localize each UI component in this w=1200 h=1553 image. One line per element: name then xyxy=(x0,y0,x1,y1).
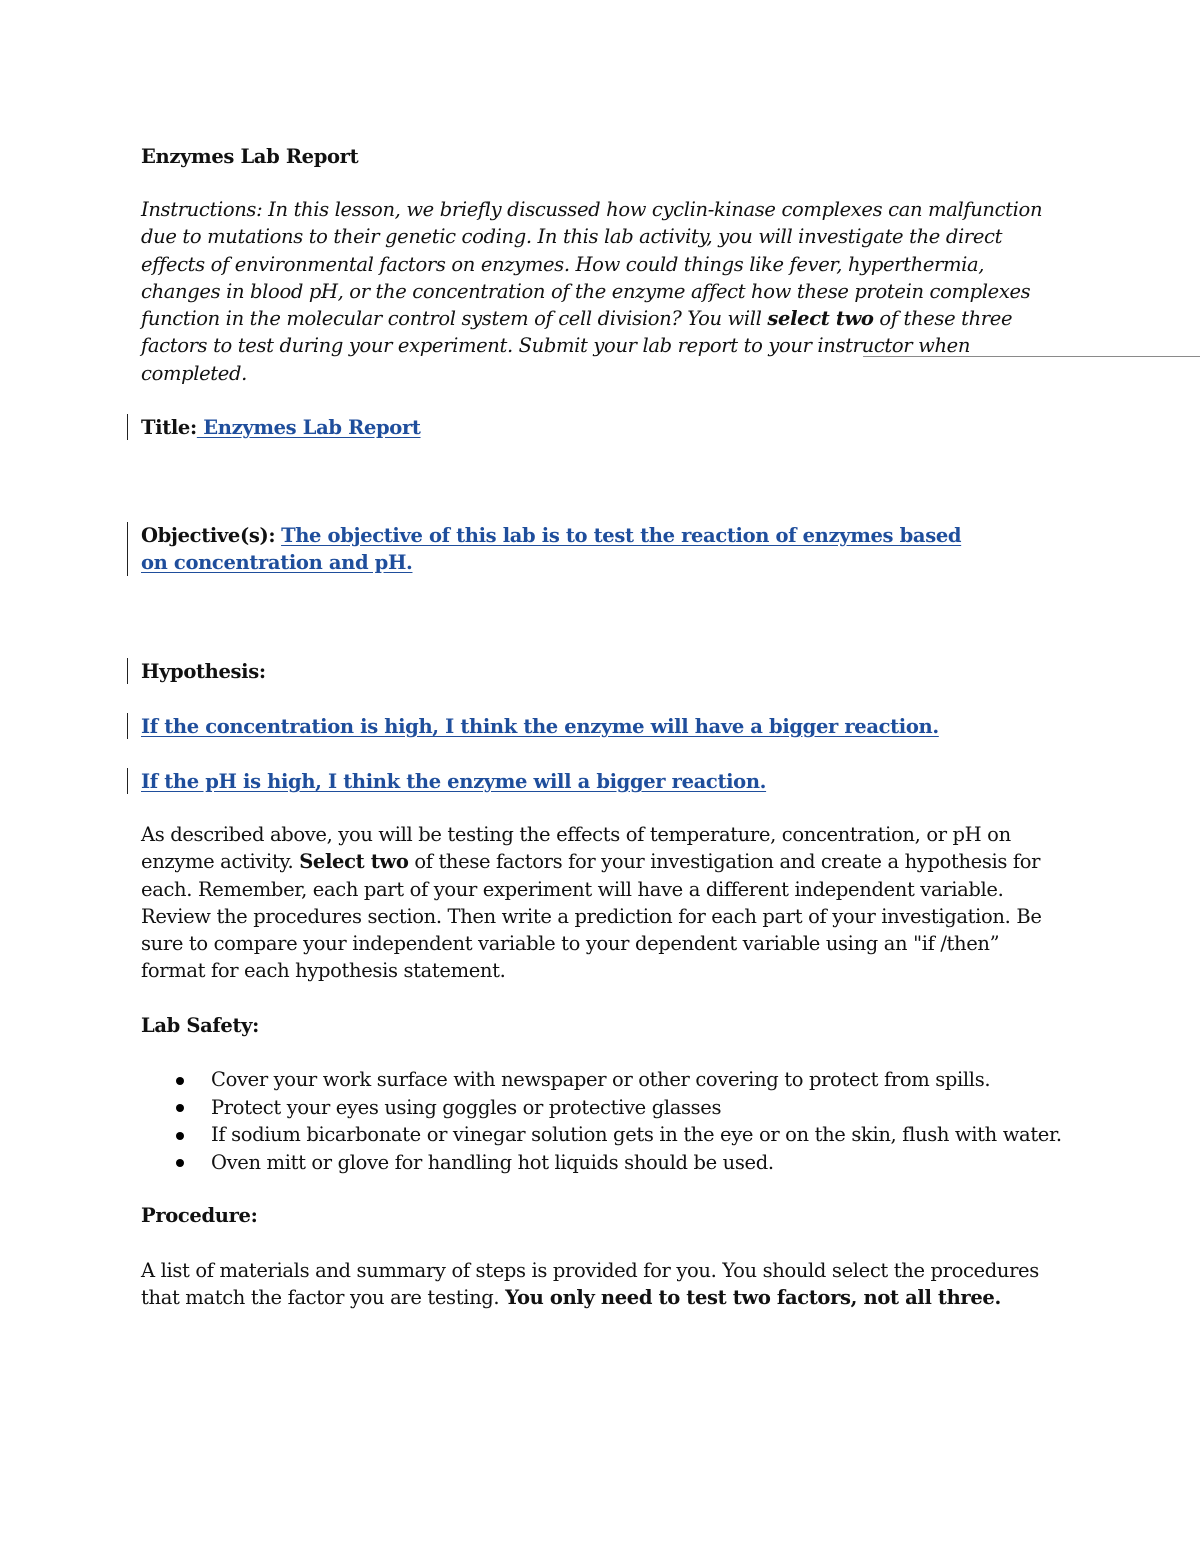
objective-field xyxy=(141,522,971,577)
list-item xyxy=(141,1149,1101,1177)
list-item-text: If sodium bicarbonate or vinegar solution gets in the eye or on the skin, flush with water. xyxy=(211,1123,1062,1146)
list-item xyxy=(141,1066,1101,1094)
instructions-text-1: In this lesson, we briefly discussed how cyclin-kinase complexes can malfunction due to mutations to their genetic coding. In this lab activity, you will investigate the direct effects of environmental factors on enzymes. How could things like fever, hyperthermia, changes in blood pH, or the concentration of the enzyme affect how these protein complexes function in the molecular control system of cell division? You will xyxy=(141,198,1043,331)
hypothesis-instructions xyxy=(141,821,1061,985)
hypothesis-instructions-text-1: As described above, you will be testing the effects of temperature, concentration, or pH on enzyme activity. xyxy=(141,823,1011,874)
procedure-text: A list of materials and summary of steps is provided for you. You should select the procedures that match the factor you are testing. xyxy=(141,1259,1039,1310)
hypothesis-answer-1 xyxy=(141,713,1061,740)
lab-safety-list xyxy=(141,1066,1101,1176)
hypothesis-answer-text[interactable]: If the concentration is high, I think the enzyme will have a bigger reaction. xyxy=(141,715,939,738)
change-bar xyxy=(127,713,128,739)
hypothesis-instructions-emphasis: Select two xyxy=(299,850,409,874)
list-item-text: Oven mitt or glove for handling hot liquids should be used. xyxy=(211,1150,774,1174)
instructions-emphasis: select two xyxy=(767,307,874,331)
change-bar xyxy=(127,658,128,684)
list-item-text: Protect your eyes using goggles or protective glasses xyxy=(211,1095,722,1119)
hypothesis-instructions-text-2: of these factors for your investigation and create a hypothesis for each. Remember, each part of your experiment will have a different independent variable. Review the procedures section. Then write a prediction for each part of your investigation. Be sure to compare your independent variable to your dependent variable using an "if /then” format for each hypothesis statement. xyxy=(141,850,1042,983)
hypothesis-label: Hypothesis: xyxy=(141,660,266,683)
lab-safety-label: Lab Safety: xyxy=(141,1014,259,1037)
instructions-paragraph xyxy=(141,196,1061,387)
list-item xyxy=(141,1121,1101,1149)
bullet-icon xyxy=(176,1132,184,1140)
change-bar xyxy=(127,768,128,794)
objective-answer[interactable]: The objective of this lab is to test the reaction of enzymes based on concentration and pH. xyxy=(141,524,962,575)
procedure-label: Procedure: xyxy=(141,1204,258,1227)
hypothesis-answer-text[interactable]: If the pH is high, I think the enzyme will a bigger reaction. xyxy=(141,770,767,793)
procedure-paragraph xyxy=(141,1257,1061,1312)
change-bar xyxy=(127,414,128,440)
bullet-icon xyxy=(176,1159,184,1167)
document-heading: Enzymes Lab Report xyxy=(141,145,359,168)
title-label: Title: xyxy=(141,416,197,439)
list-item-text: Cover your work surface with newspaper or other covering to protect from spills. xyxy=(211,1068,991,1091)
instructions-text-2: of these three factors to test during your experiment. Submit your lab report to your instructor when completed. xyxy=(141,307,1013,385)
list-item xyxy=(141,1094,1101,1122)
bullet-icon xyxy=(176,1104,184,1112)
hypothesis-answer-2 xyxy=(141,768,1061,795)
objective-label: Objective(s): xyxy=(141,524,276,547)
instructions-label: Instructions: xyxy=(141,198,263,221)
change-bar xyxy=(127,522,128,576)
procedure-emphasis: You only need to test two factors, not all three. xyxy=(505,1286,1001,1310)
page-rule xyxy=(863,356,1200,357)
title-field xyxy=(141,414,1061,441)
bullet-icon xyxy=(176,1077,184,1085)
title-answer[interactable]: Enzymes Lab Report xyxy=(196,416,421,439)
